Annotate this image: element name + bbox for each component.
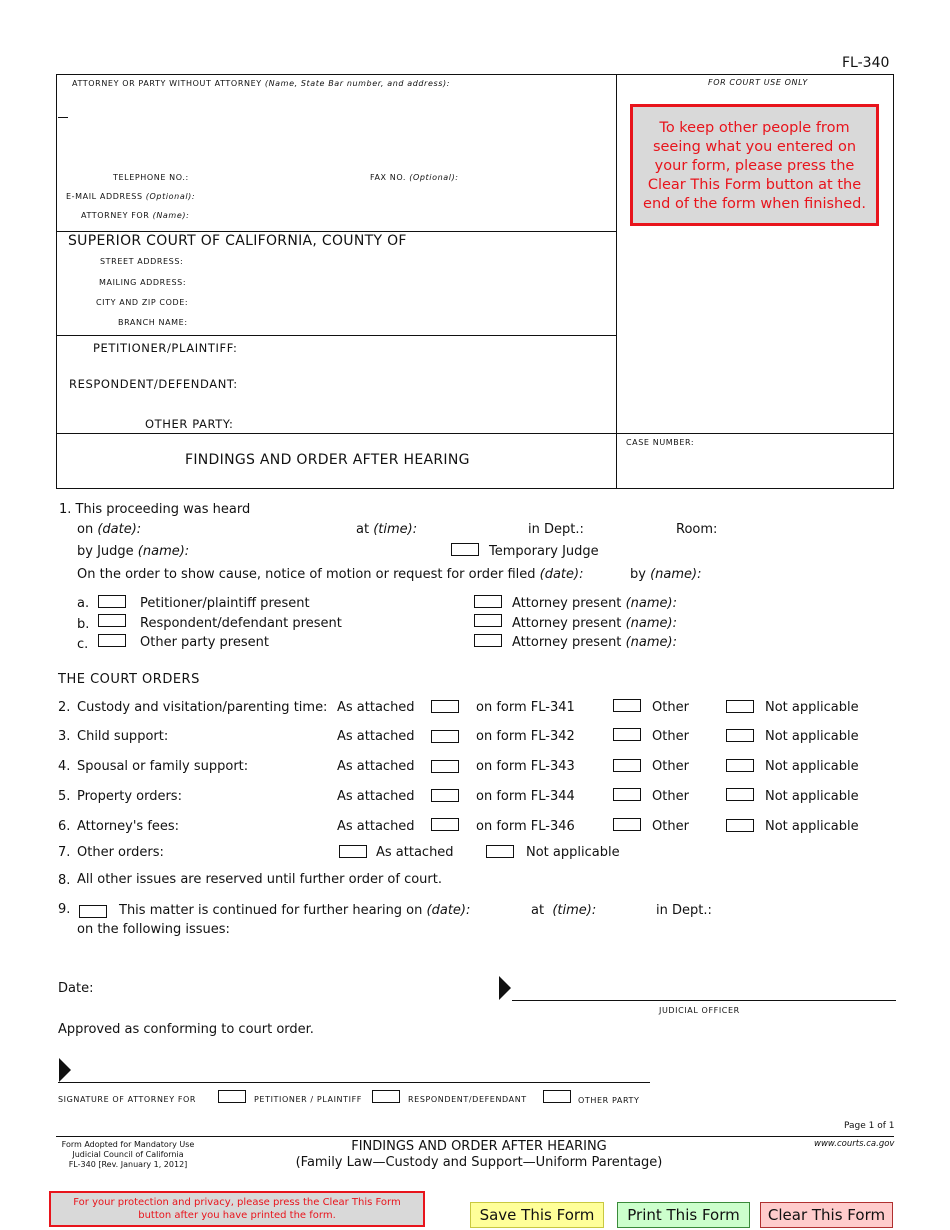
clear-form-button[interactable]: Clear This Form <box>760 1202 893 1228</box>
other-label: Other <box>652 759 689 774</box>
adopted-line-3: FL-340 [Rev. January 1, 2012] <box>68 1160 188 1169</box>
temp-judge-label: Temporary Judge <box>489 544 599 559</box>
row-label: Custody and visitation/parenting time: <box>77 700 328 715</box>
other-checkbox[interactable] <box>613 728 641 741</box>
as-attached-checkbox[interactable] <box>431 789 459 802</box>
form-label: on form FL-344 <box>476 789 575 804</box>
item8-text: All other issues are reserved until further order of court. <box>77 872 442 887</box>
mailing-label: MAILING ADDRESS: <box>99 278 187 287</box>
save-form-button[interactable]: Save This Form <box>470 1202 604 1228</box>
not-applicable-label: Not applicable <box>765 729 859 744</box>
not-applicable-checkbox[interactable] <box>726 759 754 772</box>
not-applicable-label: Not applicable <box>765 789 859 804</box>
respondent-present-checkbox[interactable] <box>98 614 126 627</box>
not-applicable-label: Not applicable <box>765 700 859 715</box>
email-label: E-MAIL ADDRESS (Optional): <box>66 192 196 201</box>
attorney-present-c-label: Attorney present (name): <box>512 635 677 650</box>
respondent-present-label: Respondent/defendant present <box>140 616 342 631</box>
court-title: SUPERIOR COURT OF CALIFORNIA, COUNTY OF <box>68 233 407 249</box>
item7-as-attached-label: As attached <box>376 845 454 860</box>
branch-label: BRANCH NAME: <box>118 318 188 327</box>
petitioner-label: PETITIONER/PLAINTIFF: <box>93 341 238 355</box>
other-checkbox[interactable] <box>613 788 641 801</box>
footer-subtitle: (Family Law—Custody and Support—Uniform Parentage) <box>295 1155 663 1170</box>
sig-other-party-checkbox[interactable] <box>543 1090 571 1103</box>
item7-as-attached-checkbox[interactable] <box>339 845 367 858</box>
city-label: CITY AND ZIP CODE: <box>96 298 189 307</box>
sig-other-party-label: OTHER PARTY <box>578 1096 640 1105</box>
other-checkbox[interactable] <box>613 818 641 831</box>
not-applicable-label: Not applicable <box>765 819 859 834</box>
item1-a: a. <box>77 596 90 611</box>
not-applicable-label: Not applicable <box>765 759 859 774</box>
other-label: Other <box>652 819 689 834</box>
item7-not-applicable-checkbox[interactable] <box>486 845 514 858</box>
not-applicable-checkbox[interactable] <box>726 700 754 713</box>
date-label: Date: <box>58 981 94 996</box>
fax-label: FAX NO. (Optional): <box>370 173 459 182</box>
item1-order-text: On the order to show cause, notice of motion or request for order filed (date): <box>77 567 584 582</box>
row-num: 3. <box>58 729 71 744</box>
street-label: STREET ADDRESS: <box>100 257 184 266</box>
attorney-present-b-label: Attorney present (name): <box>512 616 677 631</box>
item1-room: Room: <box>676 522 718 537</box>
not-applicable-checkbox[interactable] <box>726 729 754 742</box>
item1-c: c. <box>77 637 89 652</box>
privacy-notice: To keep other people from seeing what you entered on your form, please press the Clear This Form button at the end of the form when finished. <box>630 104 879 226</box>
not-applicable-checkbox[interactable] <box>726 788 754 801</box>
as-attached-label: As attached <box>337 700 415 715</box>
sig-petitioner-label: PETITIONER / PLAINTIFF <box>254 1095 362 1104</box>
case-number-label: CASE NUMBER: <box>626 438 695 447</box>
other-present-checkbox[interactable] <box>98 634 126 647</box>
sig-respondent-checkbox[interactable] <box>372 1090 400 1103</box>
form-title: FINDINGS AND ORDER AFTER HEARING <box>185 452 470 468</box>
as-attached-label: As attached <box>337 819 415 834</box>
petitioner-present-label: Petitioner/plaintiff present <box>140 596 310 611</box>
footer-title: FINDINGS AND ORDER AFTER HEARING <box>351 1139 607 1154</box>
attorney-signature-line[interactable] <box>58 1082 650 1083</box>
respondent-label: RESPONDENT/DEFENDANT: <box>69 377 238 391</box>
form-label: on form FL-346 <box>476 819 575 834</box>
attorney-present-a-label: Attorney present (name): <box>512 596 677 611</box>
as-attached-label: As attached <box>337 759 415 774</box>
item1-intro: 1. This proceeding was heard <box>59 502 251 517</box>
row-num: 4. <box>58 759 71 774</box>
item1-b: b. <box>77 617 90 632</box>
form-label: on form FL-342 <box>476 729 575 744</box>
telephone-label: TELEPHONE NO.: <box>113 173 189 182</box>
other-checkbox[interactable] <box>613 759 641 772</box>
item9-issues: on the following issues: <box>77 922 230 937</box>
sig-respondent-label: RESPONDENT/DEFENDANT <box>408 1095 527 1104</box>
petitioner-present-checkbox[interactable] <box>98 595 126 608</box>
other-present-label: Other party present <box>140 635 269 650</box>
court-use-label: FOR COURT USE ONLY <box>708 78 808 87</box>
not-applicable-checkbox[interactable] <box>726 819 754 832</box>
sig-petitioner-checkbox[interactable] <box>218 1090 246 1103</box>
item7-not-applicable-label: Not applicable <box>526 845 620 860</box>
form-id: FL-340 <box>842 55 890 71</box>
as-attached-label: As attached <box>337 729 415 744</box>
form-label: on form FL-341 <box>476 700 575 715</box>
row-num: 2. <box>58 700 71 715</box>
adopted-line-2: Judicial Council of California <box>72 1150 184 1159</box>
item9-time: at (time): <box>531 903 597 918</box>
item9-text: This matter is continued for further hearing on (date): <box>119 903 471 918</box>
attorney-label: ATTORNEY OR PARTY WITHOUT ATTORNEY (Name, State Bar number, and address): <box>72 79 451 88</box>
approved-text: Approved as conforming to court order. <box>58 1022 314 1037</box>
footer-title-block <box>260 1139 698 1171</box>
item9-checkbox[interactable] <box>79 905 107 918</box>
adopted-line-1: Form Adopted for Mandatory Use <box>61 1140 195 1149</box>
attorney-present-c-checkbox[interactable] <box>474 634 502 647</box>
as-attached-checkbox[interactable] <box>431 818 459 831</box>
form-label: on form FL-343 <box>476 759 575 774</box>
row-label: Attorney's fees: <box>77 819 180 834</box>
page-number: Page 1 of 1 <box>844 1121 895 1131</box>
attorney-present-b-checkbox[interactable] <box>474 614 502 627</box>
adopted-block <box>58 1140 198 1170</box>
as-attached-label: As attached <box>337 789 415 804</box>
other-label: Other <box>652 729 689 744</box>
item1-by-name: by (name): <box>630 567 702 582</box>
item9-dept: in Dept.: <box>656 903 712 918</box>
item1-judge: by Judge (name): <box>77 544 190 559</box>
signature-arrow-icon <box>499 976 511 1000</box>
other-party-label: OTHER PARTY: <box>145 417 234 431</box>
signature-arrow-icon <box>59 1058 71 1082</box>
sig-attorney-for-label: SIGNATURE OF ATTORNEY FOR <box>58 1095 197 1104</box>
item8-num: 8. <box>58 873 71 888</box>
other-label: Other <box>652 789 689 804</box>
row-label: Property orders: <box>77 789 182 804</box>
judicial-signature-line[interactable] <box>512 1000 896 1001</box>
item1-dept: in Dept.: <box>528 522 584 537</box>
item1-time: at (time): <box>356 522 418 537</box>
court-orders-heading: THE COURT ORDERS <box>58 672 200 687</box>
item7-num: 7. <box>58 845 71 860</box>
row-label: Child support: <box>77 729 169 744</box>
print-form-button[interactable]: Print This Form <box>617 1202 750 1228</box>
item1-date: on (date): <box>77 522 142 537</box>
other-label: Other <box>652 700 689 715</box>
row-num: 5. <box>58 789 71 804</box>
attorney-for-label: ATTORNEY FOR (Name): <box>81 211 190 220</box>
other-checkbox[interactable] <box>613 699 641 712</box>
attorney-present-a-checkbox[interactable] <box>474 595 502 608</box>
privacy-bottom-notice: For your protection and privacy, please press the Clear This Form button after you have printed the form. <box>49 1191 425 1227</box>
row-num: 6. <box>58 819 71 834</box>
item7-label: Other orders: <box>77 845 164 860</box>
as-attached-checkbox[interactable] <box>431 760 459 773</box>
as-attached-checkbox[interactable] <box>431 730 459 743</box>
row-label: Spousal or family support: <box>77 759 249 774</box>
temp-judge-checkbox[interactable] <box>451 543 479 556</box>
item9-num: 9. <box>58 902 71 917</box>
as-attached-checkbox[interactable] <box>431 700 459 713</box>
website: www.courts.ca.gov <box>814 1139 895 1149</box>
judicial-officer-label: JUDICIAL OFFICER <box>659 1006 740 1015</box>
